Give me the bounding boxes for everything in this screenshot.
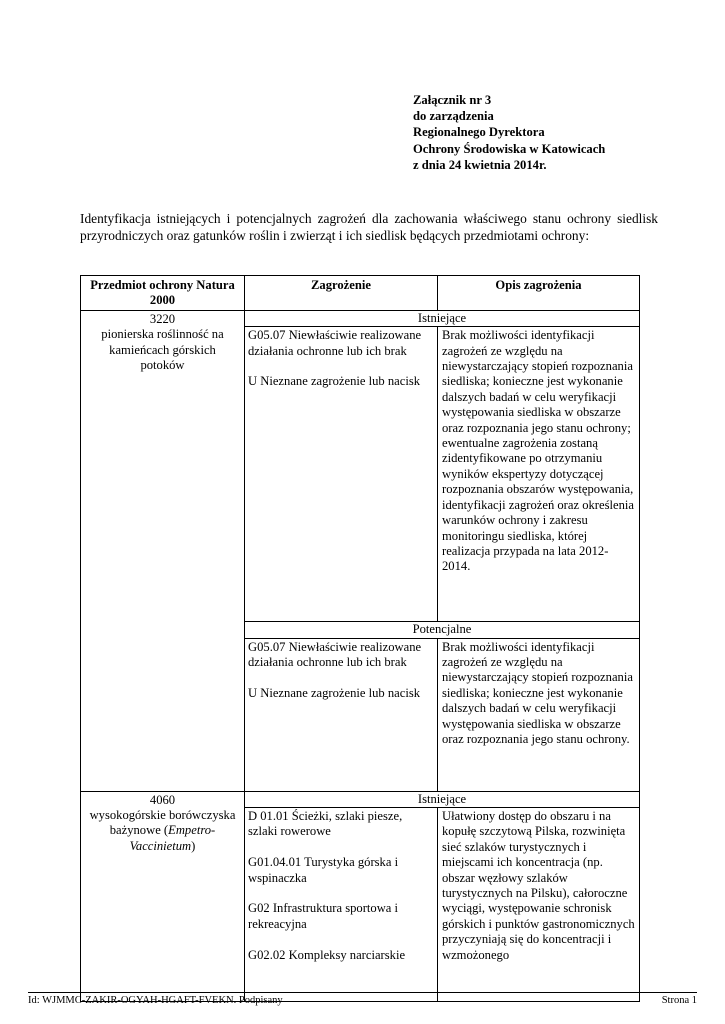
threat-cell (245, 808, 438, 1002)
threat-cell (245, 638, 438, 791)
threat-item: U Nieznane zagrożenie lub nacisk (248, 685, 421, 700)
threat-item: U Nieznane zagrożenie lub nacisk (248, 374, 421, 389)
description-cell: Brak możliwości identyfikacji zagrożeń ze względu na niewystarczający stopień rozpoznania siedliska; konieczne jest wykonanie dalszych badań w celu weryfikacji występowania siedliska w obszarze oraz rozpoznania jego stanu ochrony. (438, 638, 640, 791)
subject-code: 4060 (149, 792, 176, 807)
threat-cell (245, 327, 438, 622)
subject-cell-4060 (81, 791, 245, 1001)
header-line: Załącznik nr 3 (413, 93, 492, 107)
header-line: do zarządzenia (413, 109, 494, 124)
subject-name: pionierska roślinność na kamieńcach górskich potoków (101, 327, 224, 373)
existing-label: Istniejące (245, 791, 640, 807)
subject-cell-3220 (81, 310, 245, 791)
table-row (81, 310, 640, 326)
description-cell: Brak możliwości identyfikacji zagrożeń ze względu na niewystarczający stopień rozpoznania siedliska; konieczne jest wykonanie dalszych badań w celu weryfikacji występowania siedliska w obszarze oraz rozpoznania jego stanu ochrony; ewentualne zagrożenia zostaną zidentyfikowane po otrzymaniu wyników ekspertyzy dotyczącej rozpoznania obszarów występowania, identyfikacji zagrożeń oraz określenia warunków ochrony i zakresu monitoringu siedliska, której realizacja przypada na lata 2012-2014. (438, 327, 640, 622)
intro-paragraph: Identyfikacja istniejących i potencjalnych zagrożeń dla zachowania właściwego stanu ochrony siedlisk przyrodniczych oraz gatunków roślin i zwierząt i ich siedlisk będących przedmiotami ochrony: (80, 211, 658, 243)
column-header-subject: Przedmiot ochrony Natura 2000 (81, 276, 245, 311)
page-number: Strona 1 (661, 995, 697, 1006)
potential-label: Potencjalne (245, 622, 640, 638)
threat-item: G02 Infrastruktura sportowa i rekreacyjna (248, 901, 399, 931)
subject-name-prefix: wysokogórskie borówczyska bażynowe ( (89, 808, 236, 838)
existing-label: Istniejące (245, 310, 640, 326)
threats-table (80, 275, 640, 1002)
threat-item: G02.02 Kompleksy narciarskie (248, 947, 406, 962)
footer-divider (28, 992, 697, 993)
column-header-description: Opis zagrożenia (438, 276, 640, 311)
header-line: z dnia 24 kwietnia 2014r. (413, 157, 547, 172)
column-header-threat: Zagrożenie (245, 276, 438, 311)
subject-name (84, 808, 241, 854)
threat-item: G01.04.01 Turystyka górska i wspinaczka (248, 855, 399, 885)
document-id: Id: WJMMC-ZAKIR-OGYAH-HGAFT-FVEKN. Podpisany (28, 995, 283, 1006)
threat-item: G05.07 Niewłaściwie realizowane działania ochronne lub ich brak (248, 639, 422, 670)
table-row (81, 791, 640, 807)
subject-name-latin: Empetro-Vaccinietum (129, 823, 216, 853)
header-line: Regionalnego Dyrektora (413, 125, 545, 140)
description-cell: Ułatwiony dostęp do obszaru i na kopułę szczytową Pilska, rozwinięta sieć szlaków turystycznych i miejscami ich koncentracja (np. obszar węzłowy szlaków turystycznych na Pilsku), całoroczne wyciągi, występowanie schronisk górskich i punktów gastronomicznych przyczyniają się do koncentracji i wzmożonego (438, 808, 640, 1002)
threat-item: G05.07 Niewłaściwie realizowane działania ochronne lub ich brak (248, 328, 422, 358)
table-header-row (81, 276, 640, 311)
threat-item: D 01.01 Ścieżki, szlaki piesze, szlaki rowerowe (248, 809, 403, 839)
attachment-header (413, 92, 605, 173)
subject-name-suffix: ) (191, 838, 196, 853)
header-line: Ochrony Środowiska w Katowicach (413, 141, 606, 156)
subject-code: 3220 (149, 311, 176, 326)
